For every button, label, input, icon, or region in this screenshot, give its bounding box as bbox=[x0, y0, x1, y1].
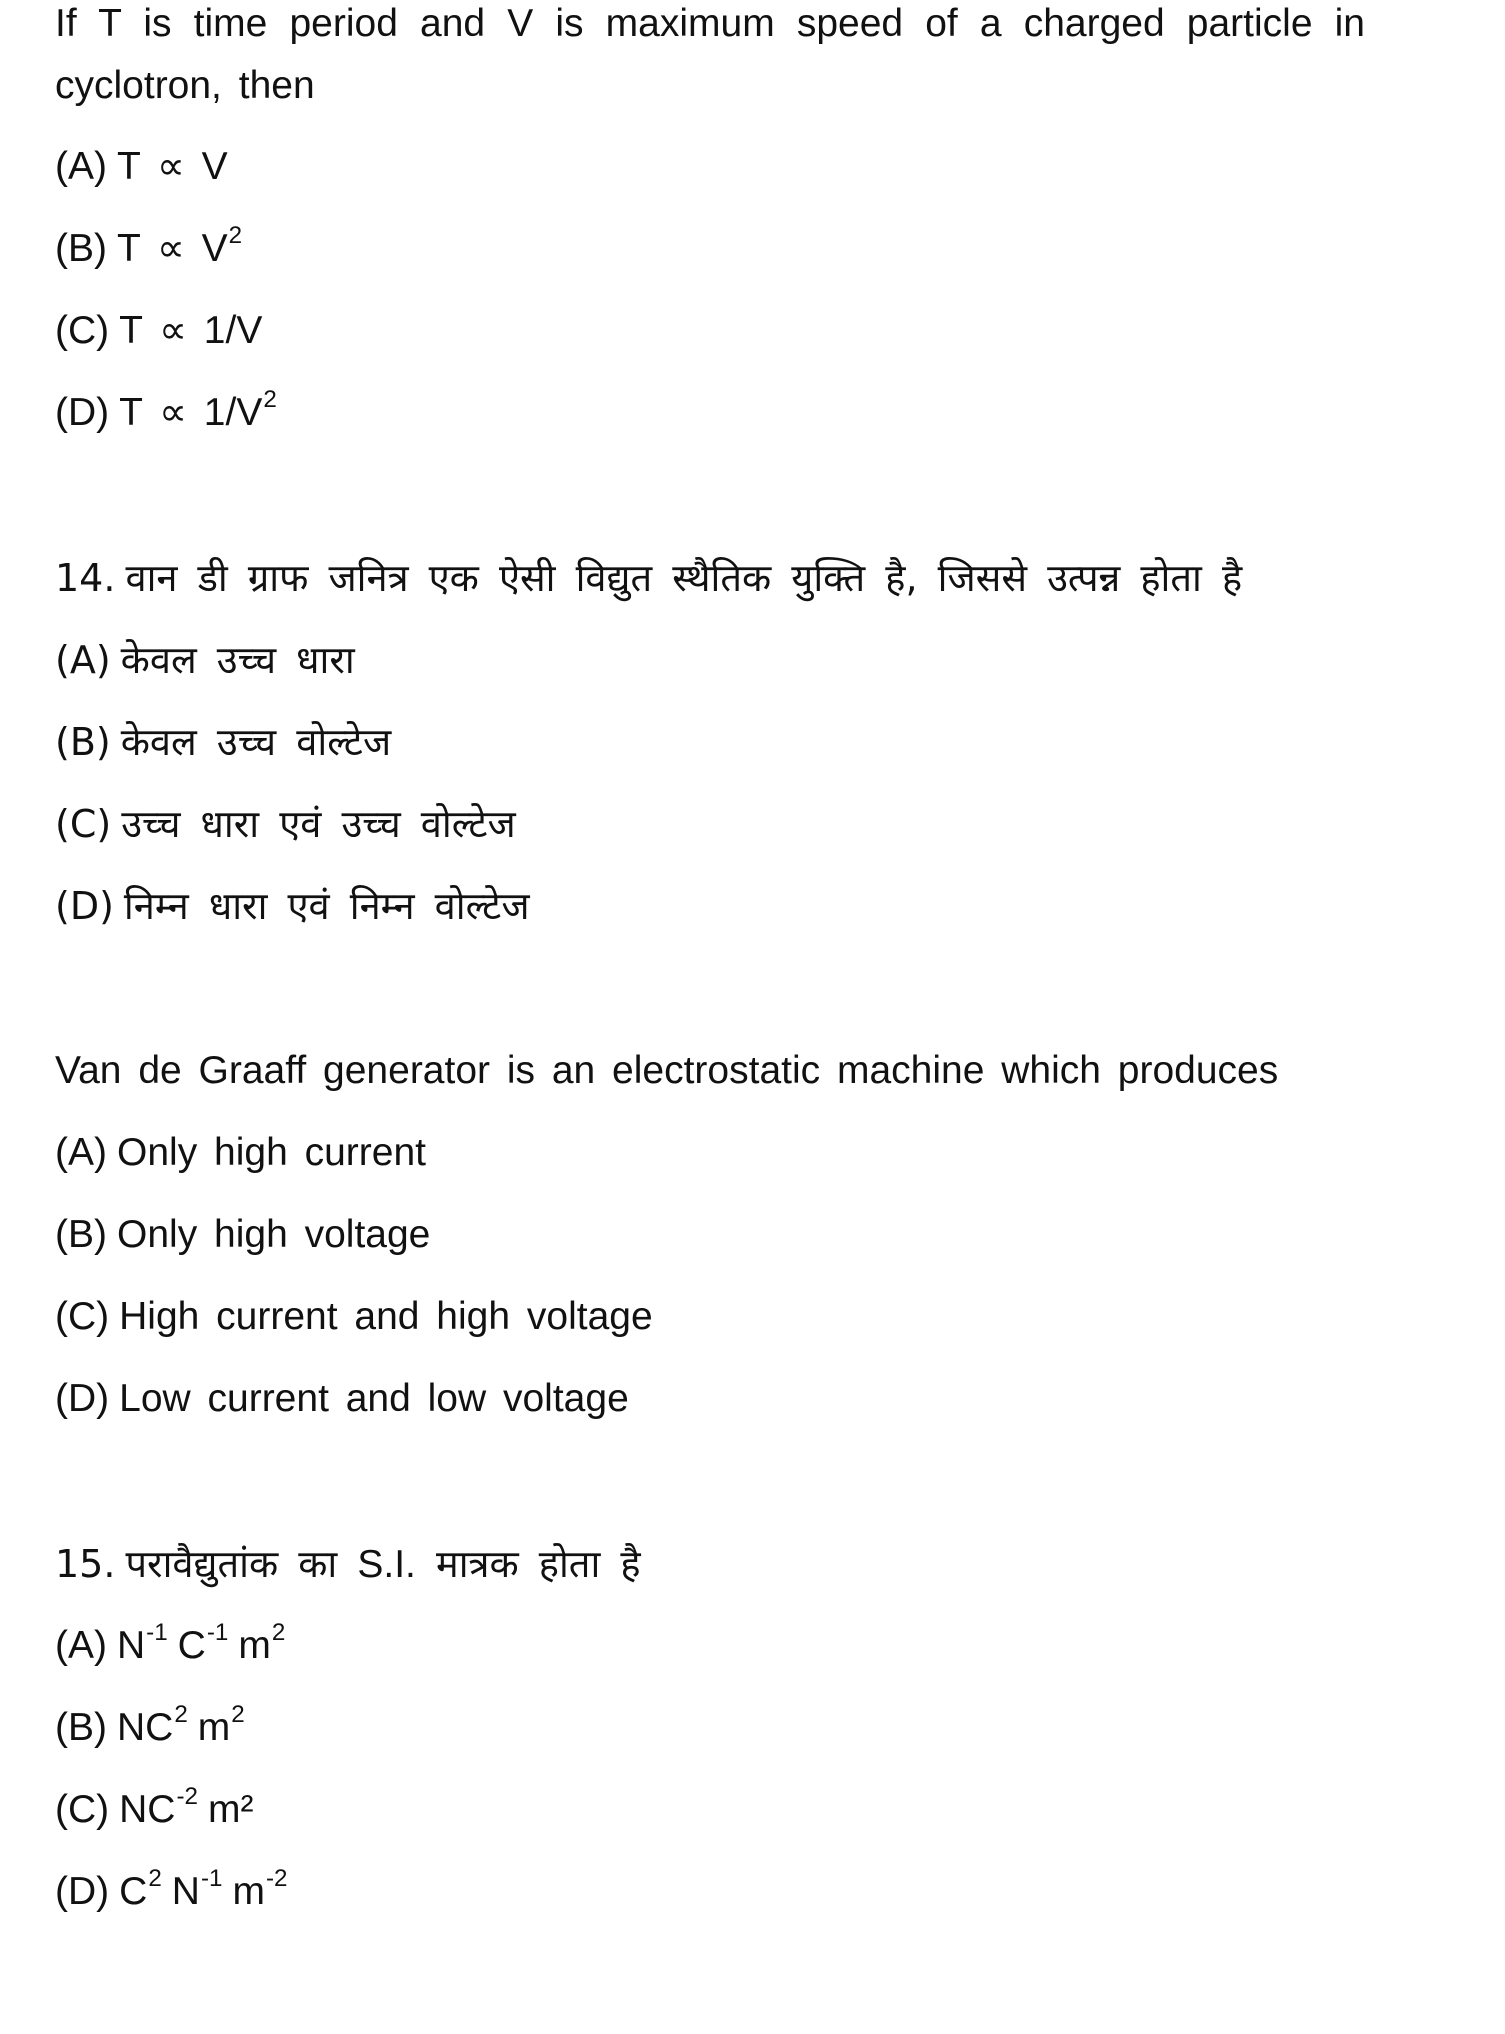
option-text: Only high voltage bbox=[117, 1213, 431, 1256]
question-text-part1: परावैद्युतांक का bbox=[125, 1542, 338, 1586]
option-text: T ∝ 1/V bbox=[119, 391, 263, 434]
superscript: -2 bbox=[265, 1864, 288, 1892]
option-text: निम्न धारा एवं निम्न वोल्टेज bbox=[123, 884, 530, 928]
q13-option-b bbox=[55, 221, 243, 273]
q14-question-english: Van de Graaff generator is an electrostatic machine which produces bbox=[55, 1049, 1279, 1092]
unit-part: C bbox=[177, 1624, 206, 1667]
q13-question-line-2: cyclotron, then bbox=[55, 64, 315, 107]
q14-question-hindi bbox=[55, 554, 1242, 602]
question-text: वान डी ग्राफ जनित्र एक ऐसी विद्युत स्थैतिक युक्ति है, जिससे उत्पन्न होता है bbox=[125, 556, 1243, 600]
unit-part: m bbox=[232, 1870, 265, 1913]
superscript: -1 bbox=[146, 1618, 168, 1646]
unit-part: m bbox=[238, 1624, 271, 1667]
option-text: T ∝ V bbox=[117, 227, 228, 270]
superscript: 2 bbox=[148, 1864, 162, 1892]
q13-option-d bbox=[55, 385, 277, 437]
q13-question-line-1: If T is time period and V is maximum speed of a charged particle in bbox=[55, 2, 1365, 45]
option-label: (B) bbox=[55, 227, 107, 270]
q15-option-c bbox=[55, 1782, 254, 1834]
option-label: (A) bbox=[55, 145, 107, 188]
option-text: उच्च धारा एवं उच्च वोल्टेज bbox=[121, 802, 516, 846]
option-text: Low current and low voltage bbox=[119, 1377, 629, 1420]
q15-option-b bbox=[55, 1700, 245, 1752]
option-label: (A) bbox=[55, 1131, 107, 1174]
option-label: (D) bbox=[55, 1377, 110, 1420]
option-label: (A) bbox=[55, 1624, 107, 1667]
q14-option-b-hindi bbox=[55, 718, 391, 766]
q13-option-a bbox=[55, 143, 228, 191]
superscript: 2 bbox=[174, 1700, 188, 1728]
question-text-part2: मात्रक होता है bbox=[435, 1542, 641, 1586]
option-text: केवल उच्च धारा bbox=[120, 638, 355, 682]
option-label: (C) bbox=[55, 309, 110, 352]
q15-option-d bbox=[55, 1864, 288, 1916]
q13-option-c bbox=[55, 307, 262, 355]
superscript: -1 bbox=[200, 1864, 223, 1892]
si-abbreviation: S.I. bbox=[357, 1543, 416, 1586]
superscript: -2 bbox=[176, 1782, 198, 1810]
q14-option-d-english bbox=[55, 1375, 629, 1423]
option-label: (C) bbox=[55, 1788, 110, 1831]
unit-part: m bbox=[197, 1706, 231, 1749]
q14-option-d-hindi bbox=[55, 882, 530, 930]
q15-option-a bbox=[55, 1618, 286, 1670]
option-label: (A) bbox=[55, 638, 111, 682]
option-label: (C) bbox=[55, 802, 112, 846]
option-label: (B) bbox=[55, 1706, 107, 1749]
option-text: T ∝ 1/V bbox=[119, 309, 263, 352]
option-label: (B) bbox=[55, 1213, 107, 1256]
option-text: High current and high voltage bbox=[119, 1295, 653, 1338]
question-number: 15. bbox=[55, 1542, 116, 1586]
option-label: (D) bbox=[55, 884, 114, 928]
superscript: -1 bbox=[206, 1618, 229, 1646]
superscript: 2 bbox=[228, 221, 243, 249]
option-text: T ∝ V bbox=[117, 145, 228, 188]
q14-option-c-hindi bbox=[55, 800, 516, 848]
q14-option-b-english bbox=[55, 1211, 430, 1259]
superscript: 2 bbox=[271, 1618, 286, 1646]
option-text: Only high current bbox=[117, 1131, 426, 1174]
superscript: 2 bbox=[263, 385, 277, 413]
unit-part: NC bbox=[119, 1788, 176, 1831]
unit-part: N bbox=[171, 1870, 200, 1913]
unit-part: m² bbox=[207, 1788, 254, 1831]
unit-part: NC bbox=[117, 1706, 174, 1749]
option-label: (D) bbox=[55, 1870, 110, 1913]
option-label: (D) bbox=[55, 391, 110, 434]
unit-part: C bbox=[119, 1870, 148, 1913]
q14-option-a-hindi bbox=[55, 636, 355, 684]
q15-question bbox=[55, 1540, 641, 1589]
option-label: (C) bbox=[55, 1295, 110, 1338]
option-label: (B) bbox=[55, 720, 111, 764]
unit-part: N bbox=[117, 1624, 146, 1667]
option-text: केवल उच्च वोल्टेज bbox=[120, 720, 392, 764]
question-number: 14. bbox=[55, 556, 116, 600]
q14-option-c-english bbox=[55, 1293, 653, 1341]
superscript: 2 bbox=[231, 1700, 245, 1728]
q14-option-a-english bbox=[55, 1129, 426, 1177]
